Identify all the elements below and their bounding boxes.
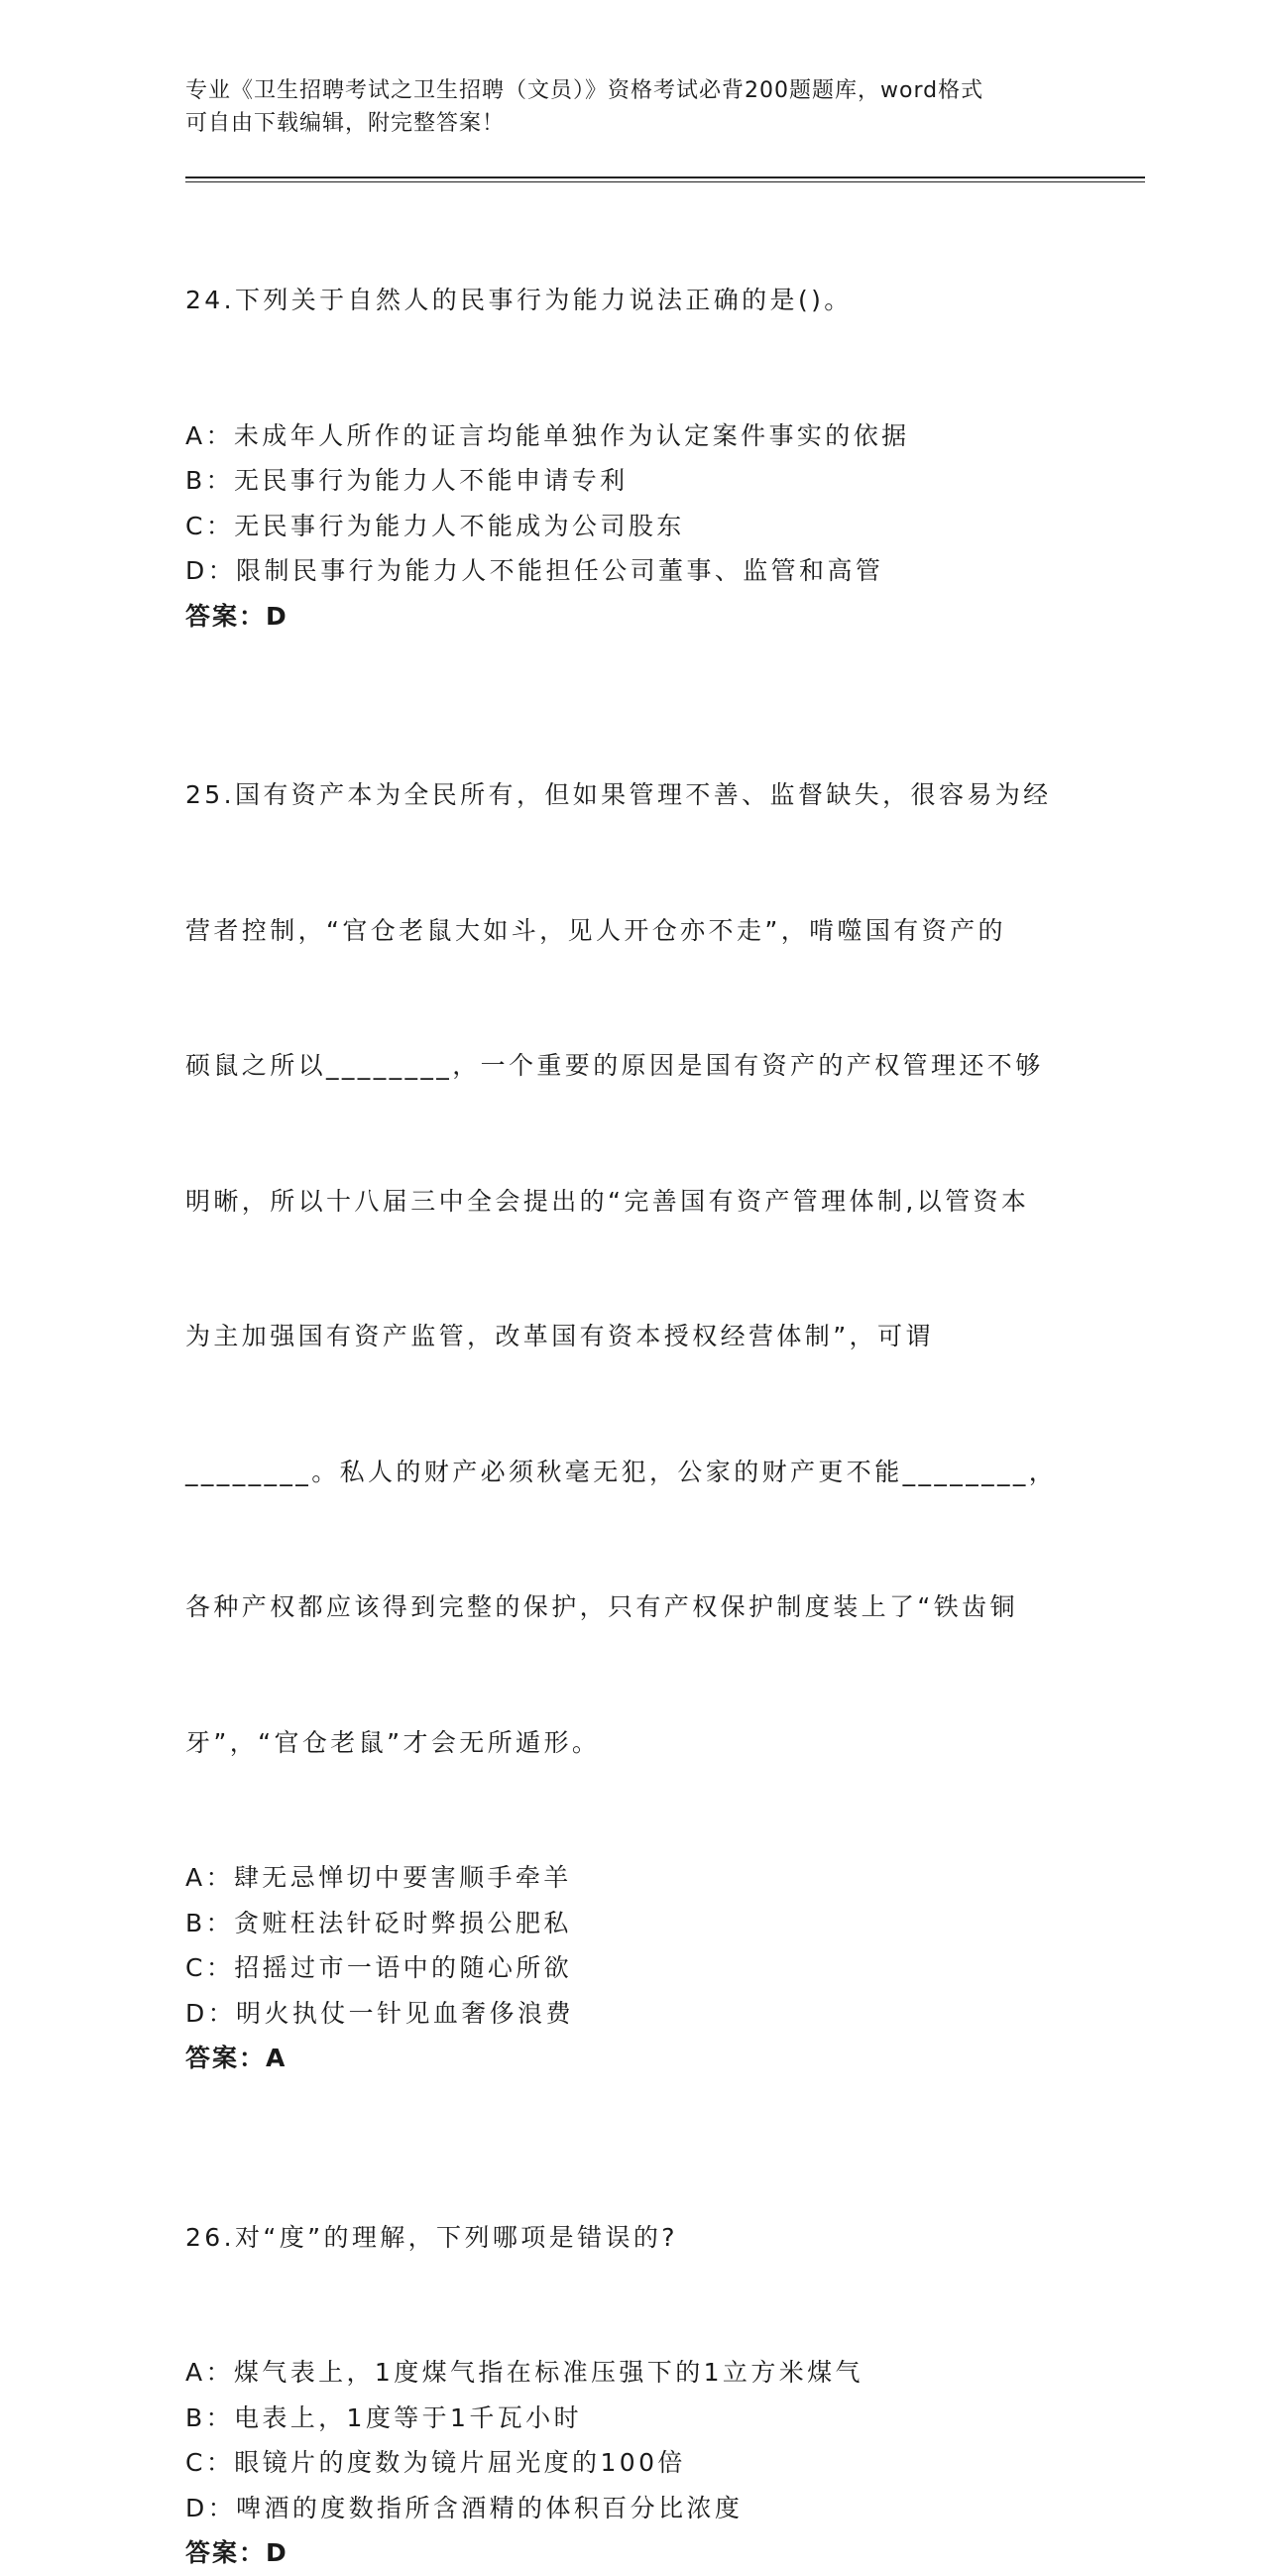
question-25 bbox=[185, 682, 1078, 2081]
stem-line: 明晰，所以十八届三中全会提出的“完善国有资产管理体制,以管资本 bbox=[185, 1186, 1030, 1216]
option-d: D：啤酒的度数指所含酒精的体积百分比浓度 bbox=[185, 2493, 744, 2522]
option-b: B：贪赃枉法针砭时弊损公肥私 bbox=[185, 1908, 572, 1937]
question-26 bbox=[185, 2125, 1078, 2576]
question-spacer bbox=[185, 639, 1078, 682]
option-c: C：眼镜片的度数为镜片屈光度的100倍 bbox=[185, 2448, 686, 2477]
stem-line: 各种产权都应该得到完整的保护，只有产权保护制度装上了“铁齿铜 bbox=[185, 1592, 1018, 1621]
question-list bbox=[185, 187, 1078, 2576]
header-line-2: 可自由下载编辑，附完整答案！ bbox=[185, 111, 506, 136]
document-header bbox=[185, 74, 1078, 140]
question-stem bbox=[185, 682, 1078, 1855]
answer-label: 答案：D bbox=[185, 2538, 288, 2567]
stem-line: 24.下列关于自然人的民事行为能力说法正确的是()。 bbox=[185, 286, 853, 314]
stem-line: 为主加强国有资产监管，改革国有资本授权经营体制”，可谓 bbox=[185, 1322, 934, 1350]
question-spacer bbox=[185, 2081, 1078, 2125]
question-stem bbox=[185, 187, 1078, 413]
option-b: B：无民事行为能力人不能申请专利 bbox=[185, 466, 629, 495]
stem-line: 牙”，“官仓老鼠”才会无所遁形。 bbox=[185, 1727, 601, 1757]
option-a: A：未成年人所作的证言均能单独作为认定案件事实的依据 bbox=[185, 420, 910, 450]
option-c: C：无民事行为能力人不能成为公司股东 bbox=[185, 511, 685, 540]
option-d: D：限制民事行为能力人不能担任公司董事、监管和高管 bbox=[185, 556, 884, 585]
header-divider-thick bbox=[185, 176, 1145, 178]
question-stem bbox=[185, 2125, 1078, 2351]
stem-line: 26.对“度”的理解，下列哪项是错误的? bbox=[185, 2222, 678, 2252]
stem-line: 25.国有资产本为全民所有，但如果管理不善、监督缺失，很容易为经 bbox=[185, 780, 1052, 809]
question-24 bbox=[185, 187, 1078, 639]
header-line-1: 专业《卫生招聘考试之卫生招聘（文员）》资格考试必背200题题库，word格式 bbox=[185, 78, 984, 103]
header-divider-thin bbox=[185, 181, 1145, 182]
option-d: D：明火执仗一针见血奢侈浪费 bbox=[185, 1998, 574, 2028]
answer-label: 答案：D bbox=[185, 601, 288, 631]
option-b: B：电表上，1度等于1千瓦小时 bbox=[185, 2402, 582, 2432]
option-c: C：招摇过市一语中的随心所欲 bbox=[185, 1953, 573, 1982]
option-a: A：肆无忌惮切中要害顺手牵羊 bbox=[185, 1863, 572, 1892]
stem-line: 营者控制，“官仓老鼠大如斗，见人开仓亦不走”，啃噬国有资产的 bbox=[185, 915, 1006, 945]
answer-label: 答案：A bbox=[185, 2044, 287, 2072]
option-a: A：煤气表上，1度煤气指在标准压强下的1立方米煤气 bbox=[185, 2358, 863, 2387]
stem-line: ________。私人的财产必须秋毫无犯，公家的财产更不能________， bbox=[185, 1457, 1058, 1486]
stem-line: 硕鼠之所以________，一个重要的原因是国有资产的产权管理还不够 bbox=[185, 1051, 1044, 1080]
